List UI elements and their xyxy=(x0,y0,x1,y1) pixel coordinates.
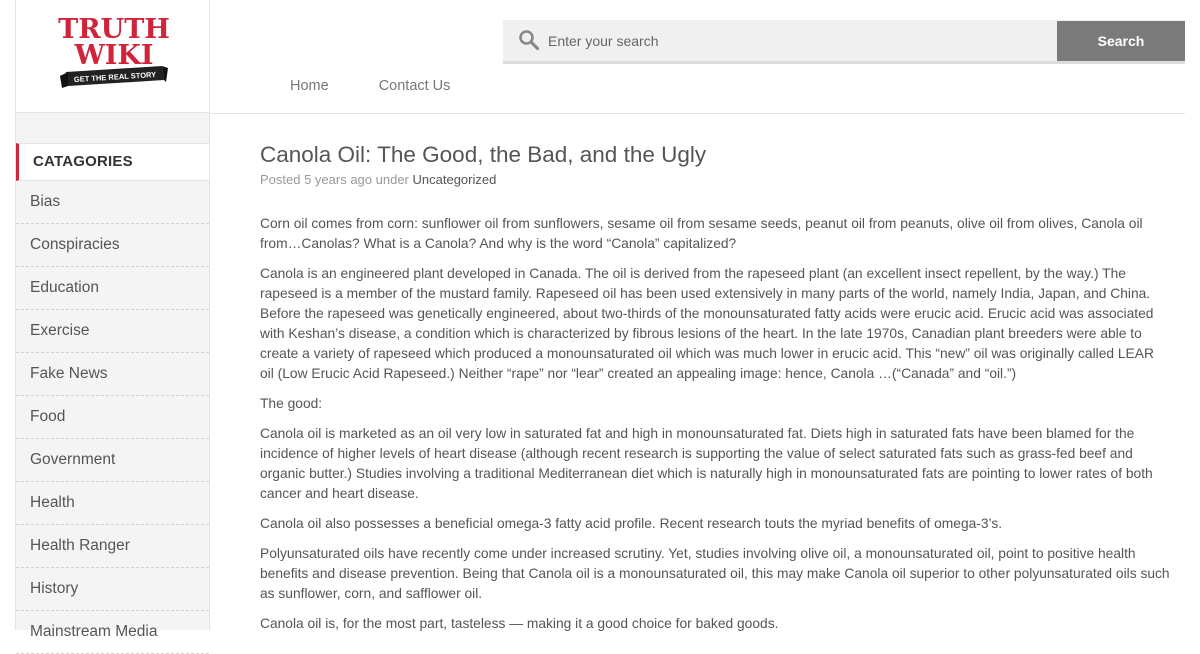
category-item-government[interactable]: Government xyxy=(16,439,209,482)
category-item-bias[interactable]: Bias xyxy=(16,181,209,224)
post-meta-prefix: Posted 5 years ago under xyxy=(260,172,413,187)
post-title: Canola Oil: The Good, the Bad, and the Ugly xyxy=(260,142,707,167)
post-paragraph: The good: xyxy=(260,396,323,411)
categories-header: CATAGORIES xyxy=(16,143,209,181)
site-logo[interactable] xyxy=(60,14,168,92)
category-item-fake-news[interactable]: Fake News xyxy=(16,353,209,396)
post-body xyxy=(260,214,1170,634)
search-bar xyxy=(503,20,1185,64)
post-paragraph: Canola oil is, for the most part, tasteless — making it a good choice for baked goods. xyxy=(260,616,779,631)
article xyxy=(260,140,1170,644)
category-item-exercise[interactable]: Exercise xyxy=(16,310,209,353)
search-input[interactable] xyxy=(548,20,1048,61)
category-item-conspiracies[interactable]: Conspiracies xyxy=(16,224,209,267)
svg-text:WIKI: WIKI xyxy=(74,40,154,71)
post-meta xyxy=(260,172,1170,187)
post-paragraph: Canola is an engineered plant developed in Canada. The oil is derived from the rapeseed plant (an excellent insect repellent, by the way.) The rapeseed is a member of the mustard family. Rapeseed oil has been used extensively in many parts of the world, namely India, Japan, and China. Before the rapeseed was genetically engineered, about two-thirds of the monounsaturated fatty acids were erucic acid. Erucic acid was associated with Keshan’s disease, a condition which is characterized by fibrous lesions of the heart. In the late 1970s, Canadian plant breeders were able to create a variety of rapeseed which produced a monounsaturated oil which was much lower in erucic acid. This “new” oil was originally called LEAR oil (Low Erucic Acid Rapeseed.) Neither “rape” nor “lear” created an appealing image: hence, Canola …(“Canada” and “oil.”) xyxy=(260,266,1154,381)
category-item-mainstream-media[interactable]: Mainstream Media xyxy=(16,611,209,654)
category-item-education[interactable]: Education xyxy=(16,267,209,310)
post-paragraph: Canola oil also possesses a beneficial omega-3 fatty acid profile. Recent research touts the myriad benefits of omega-3’s. xyxy=(260,516,1003,531)
category-item-food[interactable]: Food xyxy=(16,396,209,439)
nav-link-home[interactable]: Home xyxy=(290,78,329,94)
category-item-health[interactable]: Health xyxy=(16,482,209,525)
post-paragraph: Polyunsaturated oils have recently come under increased scrutiny. Yet, studies involving olive oil, a monounsaturated oil, point to positive health benefits and disease prevention. Being that Canola oil is a monounsaturated oil, this may make Canola oil superior to other polyunsaturated oils such as sunflower, corn, and safflower oil. xyxy=(260,546,1170,601)
search-icon xyxy=(518,29,540,51)
post-paragraph: Canola oil is marketed as an oil very low in saturated fat and high in monounsaturated fat. Diets high in saturated fats have been blamed for the incidence of higher levels of heart disease (although recent research is supporting the value of select saturated fats such as grass-fed beef and organic butter.) Studies involving a traditional Mediterranean diet which is naturally high in monounsaturated fats are pointing to lower rates of both cancer and heart disease. xyxy=(260,426,1153,501)
search-button[interactable]: Search xyxy=(1057,21,1185,61)
main-nav xyxy=(290,78,500,94)
post-paragraph: Corn oil comes from corn: sunflower oil from sunflowers, sesame oil from sesame seeds, peanut oil from peanuts, olive oil from olives, Canola oil from…Canolas? What is a Canola? And why is the word “Canola” capitalized? xyxy=(260,216,1143,251)
svg-text:TRUTH: TRUTH xyxy=(58,14,170,45)
svg-text:GET THE REAL STORY: GET THE REAL STORY xyxy=(73,69,157,85)
category-item-health-ranger[interactable]: Health Ranger xyxy=(16,525,209,568)
category-item-history[interactable]: History xyxy=(16,568,209,611)
sidebar xyxy=(15,0,210,640)
logo-container xyxy=(16,0,209,113)
category-list xyxy=(16,181,209,654)
top-bar xyxy=(210,0,1185,114)
nav-link-contact-us[interactable]: Contact Us xyxy=(378,78,451,94)
post-category-link[interactable]: Uncategorized xyxy=(412,172,497,187)
